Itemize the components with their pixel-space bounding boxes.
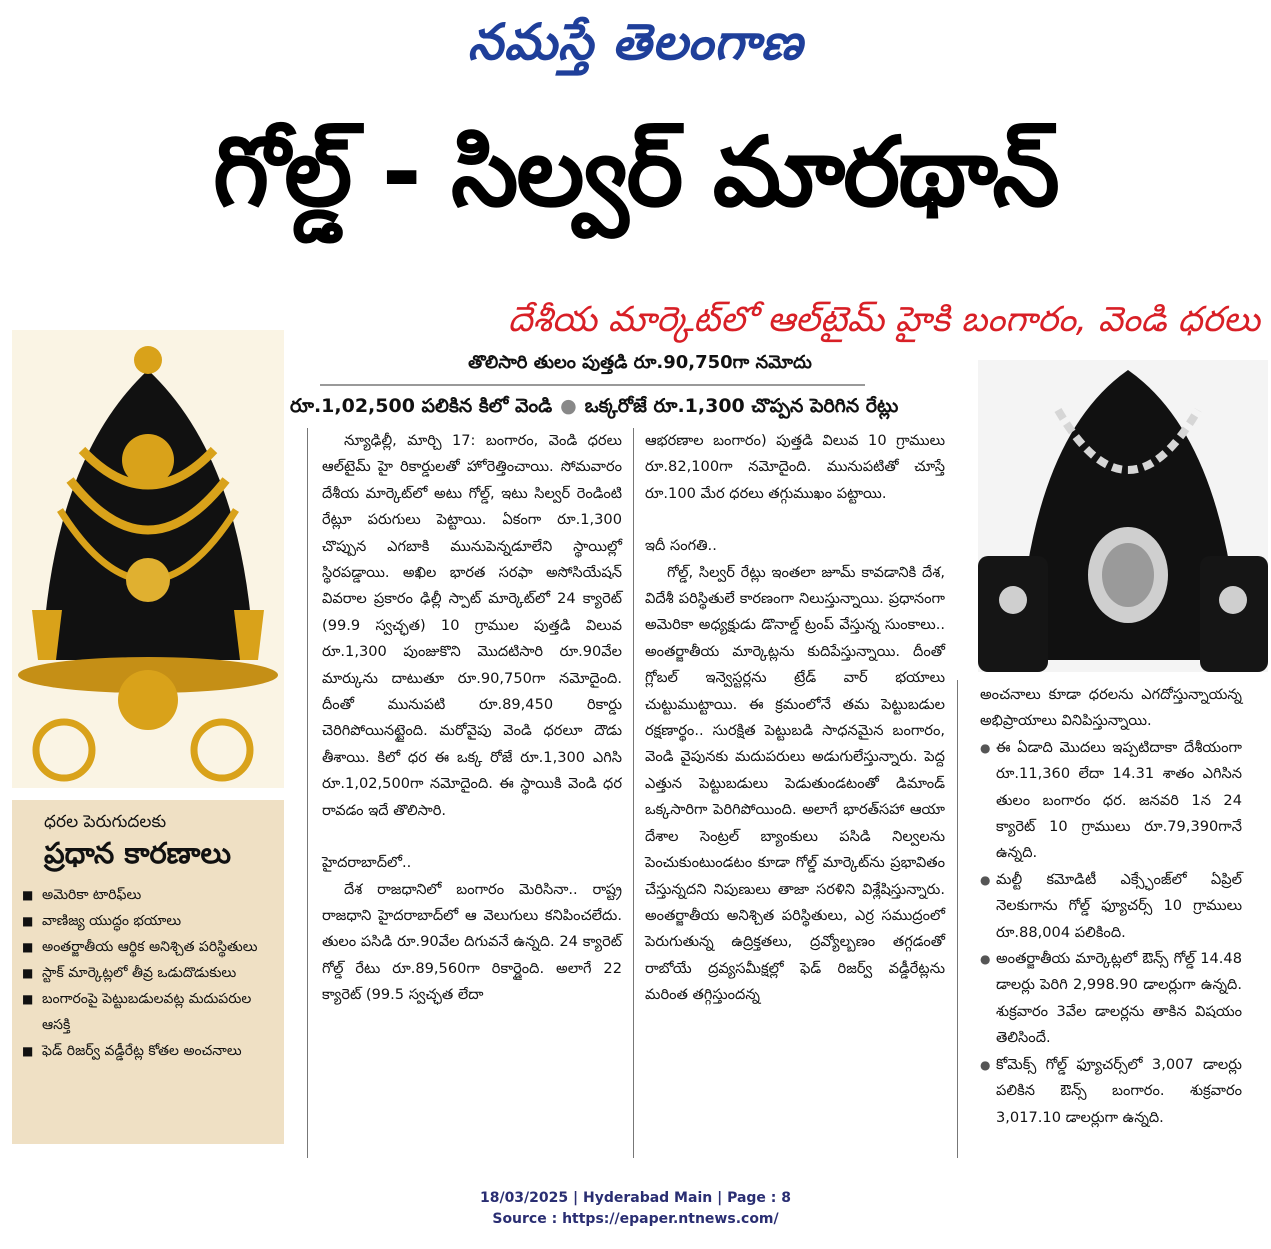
highlight-bullet: రూ.1,02,500 పలికిన కిలో వెండి: [290, 395, 553, 417]
silver-jewellery-photo: [978, 360, 1268, 672]
reasons-box-title: ప్రధాన కారణాలు: [44, 836, 232, 870]
article-subheading: ఇదీ సంగతి..: [645, 537, 717, 555]
kicker: తొలిసారి తులం పుత్తడి రూ.90,750గా నమోదు: [468, 352, 812, 373]
fact-item: ● ఈ ఏడాది మొదలు ఇప్పటిదాకా దేశీయంగా రూ.11,360 లేదా 14.31 శాతం ఎగిసిన తులం బంగారం ధర. జనవరి 1న 24 క్యారెట్ 10 గ్రాములు రూ.79,390గానే ఉన్నది.: [980, 735, 1242, 867]
source-link[interactable]: Source : https://epaper.ntnews.com/: [492, 1211, 779, 1227]
reason-item: ■ వాణిజ్య యుద్ధం భయాలు: [22, 908, 284, 934]
article-paragraph: అంచనాలు కూడా ధరలను ఎగదోస్తున్నాయన్న అభిప్రాయాలు వినిపిస్తున్నాయి.: [980, 686, 1242, 730]
reasons-list: [22, 882, 284, 1064]
highlight-bullets: రూ.1,02,500 పలికిన కిలో వెండి ● ఒక్కరోజే రూ.1,300 చొప్పన పెరిగిన రేట్లు: [290, 395, 899, 417]
article-paragraph: గోల్డ్, సిల్వర్ రేట్లు ఇంతలా జూమ్ కావడానికి దేశ, విదేశీ పరిస్థితులే కారణంగా నిలుస్తున్నాయి. ప్రధానంగా అమెరికా అధ్యక్షుడు డొనాల్డ్ ట్రంప్ వేస్తున్న సుంకాలు.. అంతర్జాతీయ మార్కెట్లను కుదిపేస్తున్నాయి. దీంతో గ్లోబల్ ఇన్వెస్టర్లను ట్రేడ్ వార్ భయాలు చుట్టుముట్టాయి. ఈ క్రమంలోనే తమ పెట్టుబడుల రక్షణార్థం.. సురక్షిత పెట్టుబడి సాధనమైన బంగారం, వెండి వైపునకు మదుపరులు అడుగులేస్తున్నారు. పెద్ద ఎత్తున పెట్టుబడులు పెడుతుండటంతో డిమాండ్ ఒక్కసారిగా పెరిగిపోయింది. అలాగే భారత్‌సహా ఆయా దేశాల సెంట్రల్ బ్యాంకులు పసిడి నిల్వలను పెంచుకుంటుండటం కూడా గోల్డ్ మార్కెట్‌ను ప్రభావితం చేస్తున్నదని నిపుణులు తాజా సరళిని విశ్లేషిస్తున్నారు. అంతర్జాతీయ అనిశ్చిత పరిస్థితులు, ఎర్ర సముద్రంలో పెరుగుతున్న ఉద్రిక్తతలు, ద్రవ్యోల్బణం తగ్గడంతో రాబోయే ద్రవ్యసమీక్షల్లో ఫెడ్ రిజర్వ్ వడ్డీరేట్లను మరింత తగ్గిస్తుందన్న: [645, 563, 945, 1004]
reason-item: ■ స్టాక్ మార్కెట్లలో తీవ్ర ఒడుదొడుకులు: [22, 960, 284, 986]
article-column-3: [980, 682, 1242, 1131]
reasons-box-kicker: ధరల పెరుగుదలకు: [44, 812, 167, 832]
page-headline: గోల్డ్ - సిల్వర్ మారథాన్: [213, 116, 1058, 228]
column-rule: [957, 680, 958, 1158]
fact-item: ● అంతర్జాతీయ మార్కెట్లలో ఔన్స్ గోల్డ్ 14.48 డాలర్లు పెరిగి 2,998.90 డాలర్లుగా ఉన్నది. శుక్రవారం 3వేల డాలర్లను తాకిన విషయం తెలిసిందే.: [980, 946, 1242, 1052]
fact-item: ● మల్టీ కమోడిటీ ఎక్స్ఛేంజ్‌లో ఏప్రిల్ నెలకుగాను గోల్డ్ ఫ్యూచర్స్ 10 గ్రాములు రూ.88,004 పలికింది.: [980, 867, 1242, 946]
page-footer: [0, 1188, 1271, 1230]
divider: [320, 384, 865, 386]
edition-info: 18/03/2025 | Hyderabad Main | Page : 8: [479, 1190, 792, 1206]
column-rule: [307, 428, 308, 1158]
article-column-2: [645, 428, 945, 1009]
gold-jewellery-photo: [12, 330, 284, 788]
highlight-bullet: ఒక్కరోజే రూ.1,300 చొప్పన పెరిగిన రేట్లు: [584, 395, 899, 417]
column-rule: [633, 428, 634, 1158]
fact-list: [980, 735, 1242, 1131]
subheadline: దేశీయ మార్కెట్‌లో ఆల్‌టైమ్ హైకి బంగారం, వెండి ధరలు: [507, 300, 1260, 340]
article-column-1: [322, 428, 622, 1009]
reason-item: ■ ఫెడ్ రిజర్వ్ వడ్డీరేట్ల కోతల అంచనాలు: [22, 1038, 284, 1064]
article-paragraph: న్యూఢిల్లీ, మార్చి 17: బంగారం, వెండి ధరలు ఆల్‌టైమ్ హై రికార్డులతో హోరెత్తించాయి. సోమవారం దేశీయ మార్కెట్‌లో అటు గోల్డ్, ఇటు సిల్వర్ రెండింటి రేట్లూ పరుగులు పెట్టాయి. ఏకంగా రూ.1,300 చొప్పున ఎగబాకి మునుపెన్నడూలేని స్థాయిల్లో స్థిరపడ్డాయి. అఖిల భారత సరఫా అసోసియేషన్ వివరాల ప్రకారం ఢిల్లీ స్పాట్ మార్కెట్‌లో 24 క్యారెట్ (99.9 స్వచ్ఛత) 10 గ్రాముల పుత్తడి విలువ రూ.1,300 పుంజుకొని మొదటిసారి రూ.90వేల మార్కును దాటుతూ రూ.90,750గా నమోదైంది. దీంతో మునుపటి రూ.89,450 రికార్డు చెరిగిపోయినట్టైంది. మరోవైపు వెండి ధరలూ దౌడు తీశాయి. కిలో ధర ఈ ఒక్క రోజే రూ.1,300 ఎగిసి రూ.1,02,500గా నమోదైంది. ఈ స్థాయికి వెండి ధర రావడం ఇదే తొలిసారి.: [322, 432, 622, 819]
reason-item: ■ బంగారంపై పెట్టుబడులవట్ల మదుపరుల ఆసక్తి: [22, 986, 284, 1038]
reason-item: ■ అమెరికా టారిఫ్‌లు: [22, 882, 284, 908]
article-subheading: హైదరాబాద్‌లో..: [322, 854, 412, 872]
fact-item: ● కోమెక్స్ గోల్డ్ ఫ్యూచర్స్‌లో 3,007 డాలర్లు పలికిన ఔన్స్ బంగారం. శుక్రవారం 3,017.10 డాలర్లుగా ఉన్నది.: [980, 1052, 1242, 1131]
article-paragraph: దేశ రాజధానిలో బంగారం మెరిసినా.. రాష్ట్ర రాజధాని హైదరాబాద్‌లో ఆ వెలుగులు కనిపించలేదు. తులం పసిడి రూ.90వేల దిగువనే ఉన్నది. 24 క్యారెట్ గోల్డ్ రేటు రూ.89,560గా రికార్డైంది. అలాగే 22 క్యారెట్ (99.5 స్వచ్ఛత లేదా: [322, 880, 622, 1004]
article-paragraph: ఆభరణాల బంగారం) పుత్తడి విలువ 10 గ్రాములు రూ.82,100గా నమోదైంది. మునుపటితో చూస్తే రూ.100 మేర ధరలు తగ్గుముఖం పట్టాయి.: [645, 432, 945, 502]
newspaper-masthead: నమస్తే తెలంగాణ: [467, 12, 804, 71]
reason-item: ■ అంతర్జాతీయ ఆర్థిక అనిశ్చిత పరిస్థితులు: [22, 934, 284, 960]
